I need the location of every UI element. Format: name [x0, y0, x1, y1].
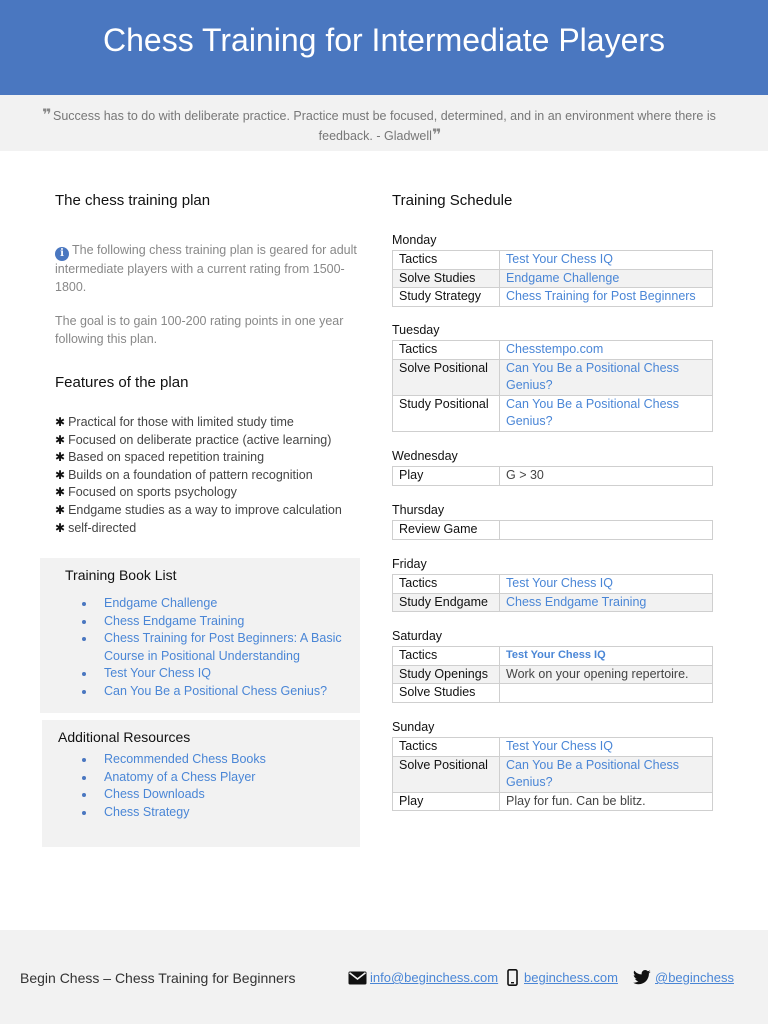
day-label-friday: Friday [392, 557, 427, 571]
footer-email-link[interactable]: info@beginchess.com [370, 970, 499, 985]
resource-link[interactable]: Recommended Chess Books [80, 751, 340, 769]
feature-item: ✱ Practical for those with limited study time [55, 415, 294, 429]
detail-cell: G > 30 [500, 467, 713, 486]
schedule-table-thursday [392, 520, 713, 540]
asterisk-icon: ✱ [55, 520, 66, 535]
resource-link[interactable]: Chess Training for Post Beginners [500, 288, 713, 307]
schedule-row [393, 593, 713, 612]
activity-cell: Solve Positional [393, 359, 500, 395]
schedule-row [393, 647, 713, 666]
schedule-row [393, 575, 713, 594]
schedule-row [393, 359, 713, 395]
footer-website-link[interactable]: beginchess.com [524, 970, 618, 985]
detail-cell [500, 684, 713, 703]
resource-link[interactable]: Test Your Chess IQ [500, 738, 713, 757]
book-list-title: Training Book List [65, 567, 177, 583]
activity-cell: Solve Studies [393, 269, 500, 288]
feature-item: ✱ self-directed [55, 520, 137, 535]
asterisk-icon: ✱ [55, 432, 66, 447]
activity-cell: Solve Positional [393, 756, 500, 792]
book-link[interactable]: Endgame Challenge [80, 595, 345, 613]
activity-cell: Tactics [393, 575, 500, 594]
resource-link[interactable]: Chess Strategy [80, 804, 340, 822]
day-label-thursday: Thursday [392, 503, 445, 517]
schedule-row [393, 395, 713, 431]
feature-item: ✱ Endgame studies as a way to improve calculation [55, 502, 342, 517]
plan-intro-text: The following chess training plan is geared for adult intermediate players with a current rating from 1500-1800. [55, 243, 357, 294]
activity-cell: Study Strategy [393, 288, 500, 307]
resource-link[interactable]: Chesstempo.com [500, 341, 713, 360]
schedule-table-tuesday [392, 340, 713, 432]
schedule-row [393, 251, 713, 270]
book-link[interactable]: Can You Be a Positional Chess Genius? [80, 683, 345, 701]
activity-cell: Review Game [393, 521, 500, 540]
asterisk-icon: ✱ [55, 485, 66, 500]
schedule-table-friday [392, 574, 713, 612]
schedule-row [393, 341, 713, 360]
activity-cell: Study Openings [393, 665, 500, 684]
schedule-row [393, 467, 713, 486]
page-title: Chess Training for Intermediate Players [102, 22, 666, 58]
detail-cell [500, 521, 713, 540]
features-title: Features of the plan [55, 374, 189, 391]
schedule-row [393, 684, 713, 703]
detail-cell: Work on your opening repertoire. [500, 665, 713, 684]
plan-goal: The goal is to gain 100-200 rating points in one year following this plan. [55, 314, 344, 346]
resource-link[interactable]: Endgame Challenge [500, 269, 713, 288]
book-link[interactable]: Chess Training for Post Beginners: A Basic Course in Positional Understanding [80, 630, 345, 665]
resource-link[interactable]: Test Your Chess IQ [500, 251, 713, 270]
twitter-icon [633, 970, 651, 985]
day-label-sunday: Sunday [392, 720, 435, 734]
page-footer [0, 930, 768, 1024]
schedule-table-monday [392, 250, 713, 307]
resource-link[interactable]: Can You Be a Positional Chess Genius? [500, 359, 713, 395]
asterisk-icon: ✱ [55, 502, 66, 517]
page-header [0, 0, 768, 95]
detail-cell: Play for fun. Can be blitz. [500, 792, 713, 811]
asterisk-icon: ✱ [55, 450, 66, 465]
feature-item: ✱ Builds on a foundation of pattern recognition [55, 467, 313, 482]
schedule-row [393, 665, 713, 684]
resource-link[interactable]: Can You Be a Positional Chess Genius? [500, 756, 713, 792]
plan-intro [55, 242, 367, 296]
feature-item: ✱ Focused on deliberate practice (active learning) [55, 432, 332, 447]
resource-link[interactable]: Test Your Chess IQ [500, 575, 713, 594]
quote-paragraph [30, 106, 728, 146]
resource-link[interactable]: Can You Be a Positional Chess Genius? [500, 395, 713, 431]
activity-cell: Solve Studies [393, 684, 500, 703]
schedule-row [393, 792, 713, 811]
resource-link[interactable]: Anatomy of a Chess Player [80, 769, 340, 787]
asterisk-icon: ✱ [55, 415, 66, 429]
resource-link[interactable]: Chess Downloads [80, 786, 340, 804]
activity-cell: Tactics [393, 738, 500, 757]
resources-title: Additional Resources [58, 729, 191, 745]
asterisk-icon: ✱ [55, 467, 66, 482]
activity-cell: Tactics [393, 251, 500, 270]
resource-link[interactable]: Chess Endgame Training [500, 593, 713, 612]
feature-item: ✱ Based on spaced repetition training [55, 450, 265, 465]
schedule-title: Training Schedule [392, 192, 513, 209]
activity-cell: Study Endgame [393, 593, 500, 612]
activity-cell: Study Positional [393, 395, 500, 431]
resources-list [80, 751, 340, 821]
day-label-saturday: Saturday [392, 629, 443, 643]
envelope-icon [348, 971, 367, 985]
schedule-row [393, 269, 713, 288]
day-label-monday: Monday [392, 233, 437, 247]
mobile-phone-icon [507, 969, 518, 986]
footer-twitter-link[interactable]: @beginchess [655, 970, 734, 985]
schedule-table-sunday [392, 737, 713, 811]
activity-cell: Play [393, 467, 500, 486]
quote-text: Success has to do with deliberate practice. Practice must be focused, determined, and in an environment where there is feedback. - Gladwell [53, 109, 716, 143]
book-list [80, 595, 345, 701]
resource-link[interactable]: Test Your Chess IQ [500, 647, 713, 666]
footer-brand: Begin Chess – Chess Training for Beginners [20, 970, 296, 986]
schedule-table-saturday [392, 646, 713, 703]
book-list-box [40, 558, 360, 713]
close-quote-icon: ❞ [431, 127, 440, 144]
schedule-row [393, 288, 713, 307]
info-icon: i [55, 247, 69, 261]
activity-cell: Play [393, 792, 500, 811]
book-link[interactable]: Test Your Chess IQ [80, 665, 345, 683]
resources-box [42, 720, 360, 847]
schedule-table-wednesday [392, 466, 713, 486]
activity-cell: Tactics [393, 647, 500, 666]
feature-item: ✱ Focused on sports psychology [55, 485, 237, 500]
activity-cell: Tactics [393, 341, 500, 360]
schedule-row [393, 521, 713, 540]
open-quote-icon: ❞ [42, 107, 50, 124]
book-link[interactable]: Chess Endgame Training [80, 613, 345, 631]
day-label-wednesday: Wednesday [392, 449, 458, 463]
features-list [55, 414, 342, 537]
day-label-tuesday: Tuesday [392, 323, 440, 337]
quote-banner [0, 95, 768, 151]
schedule-row [393, 738, 713, 757]
schedule-row [393, 756, 713, 792]
plan-title: The chess training plan [55, 192, 211, 209]
